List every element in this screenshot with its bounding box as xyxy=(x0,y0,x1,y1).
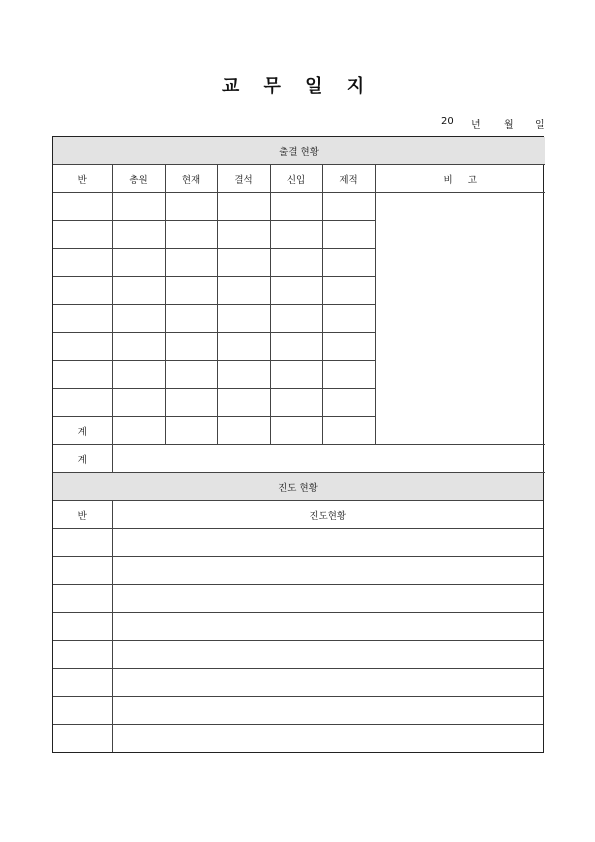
attendance-header-expelled: 제적 xyxy=(322,165,375,193)
attendance-row xyxy=(53,193,545,221)
progress-section-title: 진도 현황 xyxy=(53,473,543,501)
progress-row xyxy=(53,529,543,557)
date-year-label: 년 xyxy=(471,120,481,131)
attendance-total-value[interactable] xyxy=(112,445,545,473)
progress-row xyxy=(53,725,543,753)
progress-row xyxy=(53,669,543,697)
progress-row xyxy=(53,557,543,585)
attendance-header-total: 총원 xyxy=(112,165,165,193)
attendance-header-remarks: 비 고 xyxy=(375,165,545,193)
attendance-total-label: 계 xyxy=(53,445,112,473)
date-day-label: 일 xyxy=(535,120,545,131)
progress-row xyxy=(53,641,543,669)
page-title: 교 무 일 지 xyxy=(221,76,374,97)
progress-header-class: 반 xyxy=(53,501,112,529)
attendance-subtotal-label: 계 xyxy=(53,417,112,445)
progress-table xyxy=(53,473,543,752)
attendance-header-class: 반 xyxy=(53,165,112,193)
journal-sheet xyxy=(52,136,544,753)
progress-row xyxy=(53,697,543,725)
date-year-prefix: 20 xyxy=(441,116,454,127)
remarks-cell[interactable] xyxy=(375,193,545,445)
attendance-header-absent: 결석 xyxy=(217,165,270,193)
attendance-header-new: 신입 xyxy=(270,165,322,193)
date-line xyxy=(300,116,546,130)
date-month-label: 월 xyxy=(504,120,514,131)
progress-row xyxy=(53,613,543,641)
progress-header-status: 진도현황 xyxy=(112,501,543,529)
attendance-table xyxy=(53,137,545,473)
progress-row xyxy=(53,585,543,613)
attendance-header-present: 현재 xyxy=(165,165,217,193)
attendance-section-title: 출결 현황 xyxy=(53,137,545,165)
attendance-total-row xyxy=(53,445,545,473)
